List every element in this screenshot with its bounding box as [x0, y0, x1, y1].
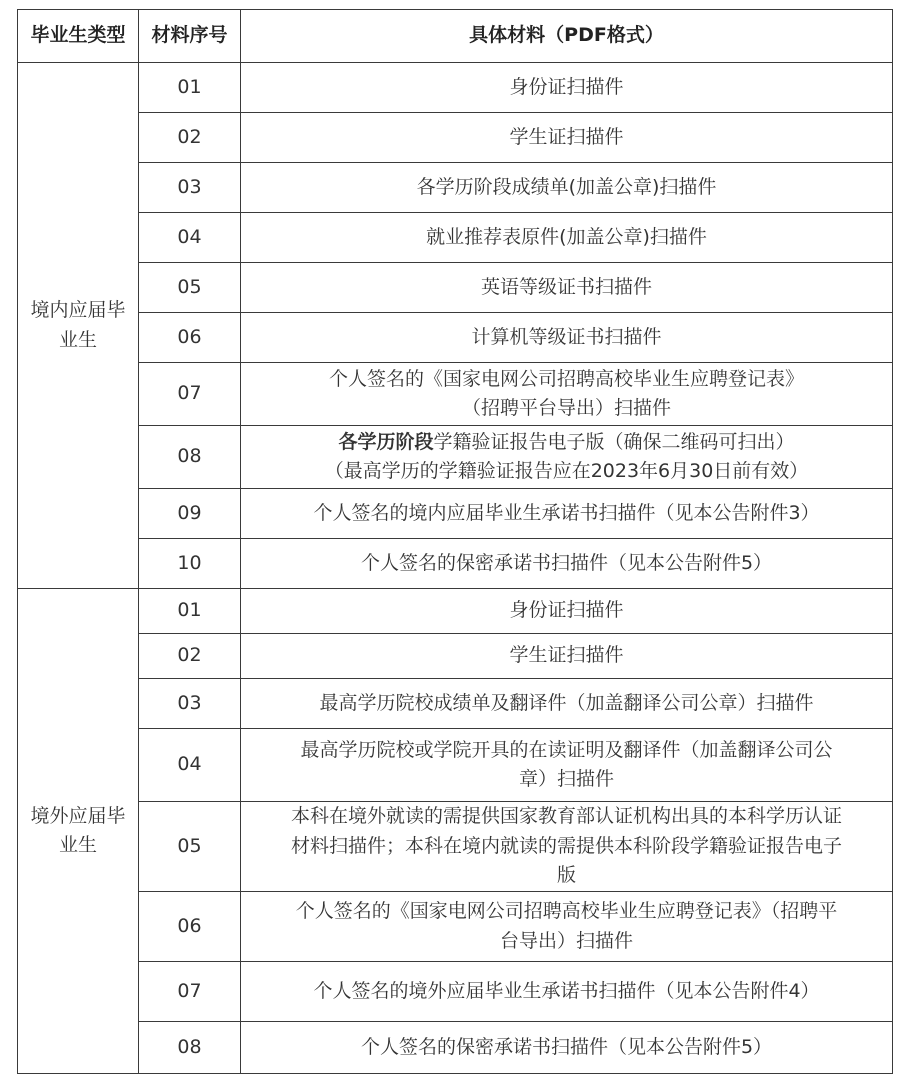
- table-body: [18, 63, 893, 1074]
- material-number-cell: 10: [139, 539, 241, 589]
- material-detail-cell: [241, 802, 893, 892]
- material-detail-cell: [241, 539, 893, 589]
- table-row: [18, 589, 893, 634]
- table-row: [18, 962, 893, 1022]
- material-number-cell: 02: [139, 113, 241, 163]
- material-number-cell: 01: [139, 589, 241, 634]
- table-row: [18, 802, 893, 892]
- material-detail-cell: [241, 313, 893, 363]
- material-text-line: 个人签名的境外应届毕业生承诺书扫描件（见本公告附件4）: [313, 979, 820, 1002]
- table-row: [18, 1022, 893, 1074]
- material-detail-cell: [241, 213, 893, 263]
- material-bold-prefix: 各学历阶段: [338, 430, 434, 453]
- material-number-cell: 07: [139, 962, 241, 1022]
- material-text-line: （招聘平台导出）扫描件: [461, 397, 671, 419]
- material-detail-cell: [241, 163, 893, 213]
- material-number-cell: 02: [139, 634, 241, 679]
- material-text-line: 材料扫描件；本科在境内就读的需提供本科阶段学籍验证报告电子: [290, 834, 842, 857]
- header-material-number: 材料序号: [139, 10, 241, 63]
- table-row: [18, 63, 893, 113]
- material-number-cell: 08: [139, 426, 241, 489]
- table-row: [18, 892, 893, 962]
- header-material-detail: 具体材料（PDF格式）: [241, 10, 893, 63]
- material-text-line: 最高学历院校或学院开具的在读证明及翻译件（加盖翻译公司公: [300, 738, 833, 761]
- material-text-line: 身份证扫描件: [509, 599, 624, 622]
- material-number-cell: 03: [139, 163, 241, 213]
- table-row: [18, 163, 893, 213]
- material-number-cell: 05: [139, 263, 241, 313]
- material-number-cell: 06: [139, 892, 241, 962]
- material-number-cell: 04: [139, 213, 241, 263]
- table-row: [18, 363, 893, 426]
- material-text-line: 本科在境外就读的需提供国家教育部认证机构出具的本科学历认证: [290, 805, 842, 828]
- material-detail-cell: [241, 729, 893, 802]
- material-text-line: 最高学历院校成绩单及翻译件（加盖翻译公司公章）扫描件: [319, 691, 814, 714]
- material-text-line: 个人签名的《国家电网公司招聘高校毕业生应聘登记表》: [328, 367, 804, 390]
- material-text-line: [245, 428, 888, 457]
- material-text-line: 就业推荐表原件(加盖公章)扫描件: [426, 225, 707, 248]
- material-detail-cell: [241, 426, 893, 489]
- graduate-type-cell: 境外应届毕业生: [18, 589, 139, 1074]
- material-detail-cell: [241, 679, 893, 729]
- material-text-line: 计算机等级证书扫描件: [471, 325, 662, 348]
- table-row: [18, 213, 893, 263]
- table-row: [18, 634, 893, 679]
- table-row: [18, 313, 893, 363]
- material-text-line: 台导出）扫描件: [499, 929, 633, 952]
- material-number-cell: 06: [139, 313, 241, 363]
- material-text-line: 学生证扫描件: [509, 644, 624, 667]
- material-detail-cell: [241, 263, 893, 313]
- material-text-line: （最高学历的学籍验证报告应在2023年6月30日前有效）: [324, 460, 809, 482]
- material-number-cell: 05: [139, 802, 241, 892]
- material-text-line: 各学历阶段成绩单(加盖公章)扫描件: [416, 175, 717, 198]
- material-detail-cell: [241, 634, 893, 679]
- material-text-line: 学生证扫描件: [509, 125, 624, 148]
- table-row: [18, 729, 893, 802]
- material-text-line: 版: [556, 864, 576, 887]
- material-number-cell: 01: [139, 63, 241, 113]
- table-row: [18, 539, 893, 589]
- material-detail-cell: [241, 363, 893, 426]
- material-detail-cell: [241, 1022, 893, 1074]
- material-number-cell: 07: [139, 363, 241, 426]
- material-detail-cell: [241, 892, 893, 962]
- material-detail-cell: [241, 63, 893, 113]
- document: [17, 9, 893, 1074]
- table-row: [18, 113, 893, 163]
- material-text: 学籍验证报告电子版（确保二维码可扫出）: [433, 430, 795, 453]
- material-detail-cell: [241, 589, 893, 634]
- table-row: [18, 679, 893, 729]
- table-row: [18, 426, 893, 489]
- header-row: [18, 10, 893, 63]
- material-text-line: 个人签名的保密承诺书扫描件（见本公告附件5）: [360, 1035, 773, 1058]
- materials-table: [17, 9, 893, 1074]
- material-number-cell: 03: [139, 679, 241, 729]
- material-detail-cell: [241, 962, 893, 1022]
- graduate-type-cell: 境内应届毕业生: [18, 63, 139, 589]
- material-text-line: 个人签名的保密承诺书扫描件（见本公告附件5）: [360, 551, 773, 574]
- material-text-line: 英语等级证书扫描件: [480, 275, 652, 298]
- material-number-cell: 04: [139, 729, 241, 802]
- table-row: [18, 263, 893, 313]
- material-detail-cell: [241, 113, 893, 163]
- material-number-cell: 09: [139, 489, 241, 539]
- material-detail-cell: [241, 489, 893, 539]
- table-row: [18, 489, 893, 539]
- material-text-line: 身份证扫描件: [509, 75, 624, 98]
- header-graduate-type: 毕业生类型: [18, 10, 139, 63]
- material-text-line: 个人签名的境内应届毕业生承诺书扫描件（见本公告附件3）: [313, 501, 820, 524]
- material-text-line: 个人签名的《国家电网公司招聘高校毕业生应聘登记表》（招聘平: [295, 900, 838, 923]
- material-text-line: 章）扫描件: [518, 768, 614, 790]
- material-number-cell: 08: [139, 1022, 241, 1074]
